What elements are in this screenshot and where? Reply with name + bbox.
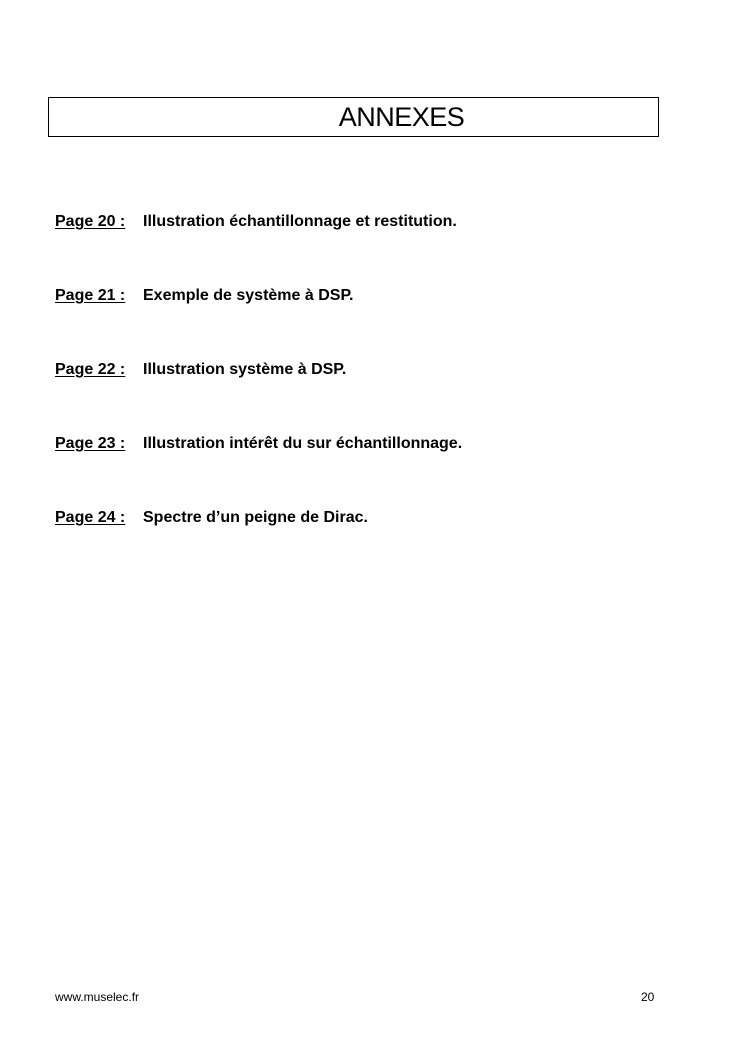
- title-box: [48, 97, 659, 137]
- page-title: ANNEXES: [338, 101, 465, 132]
- toc-page-label: Page 23 :: [55, 435, 126, 452]
- toc-entry-page-21: [55, 287, 354, 305]
- footer-website: www.muselec.fr: [55, 990, 140, 1004]
- toc-description: Illustration intérêt du sur échantillonnage.: [143, 435, 463, 452]
- toc-page-label: Page 20 :: [55, 213, 126, 230]
- toc-entry-page-23: [55, 435, 462, 453]
- toc-description: Spectre d’un peigne de Dirac.: [143, 509, 368, 526]
- toc-page-label: Page 21 :: [55, 287, 126, 304]
- toc-page-label: Page 24 :: [55, 509, 126, 526]
- footer-page-number: 20: [641, 990, 655, 1004]
- toc-description: Illustration échantillonnage et restitution.: [143, 213, 457, 230]
- toc-description: Illustration système à DSP.: [143, 361, 347, 378]
- toc-entry-page-20: [55, 213, 457, 231]
- toc-entry-page-22: [55, 361, 346, 379]
- toc-page-label: Page 22 :: [55, 361, 126, 378]
- toc-description: Exemple de système à DSP.: [143, 287, 354, 304]
- toc-entry-page-24: [55, 509, 368, 527]
